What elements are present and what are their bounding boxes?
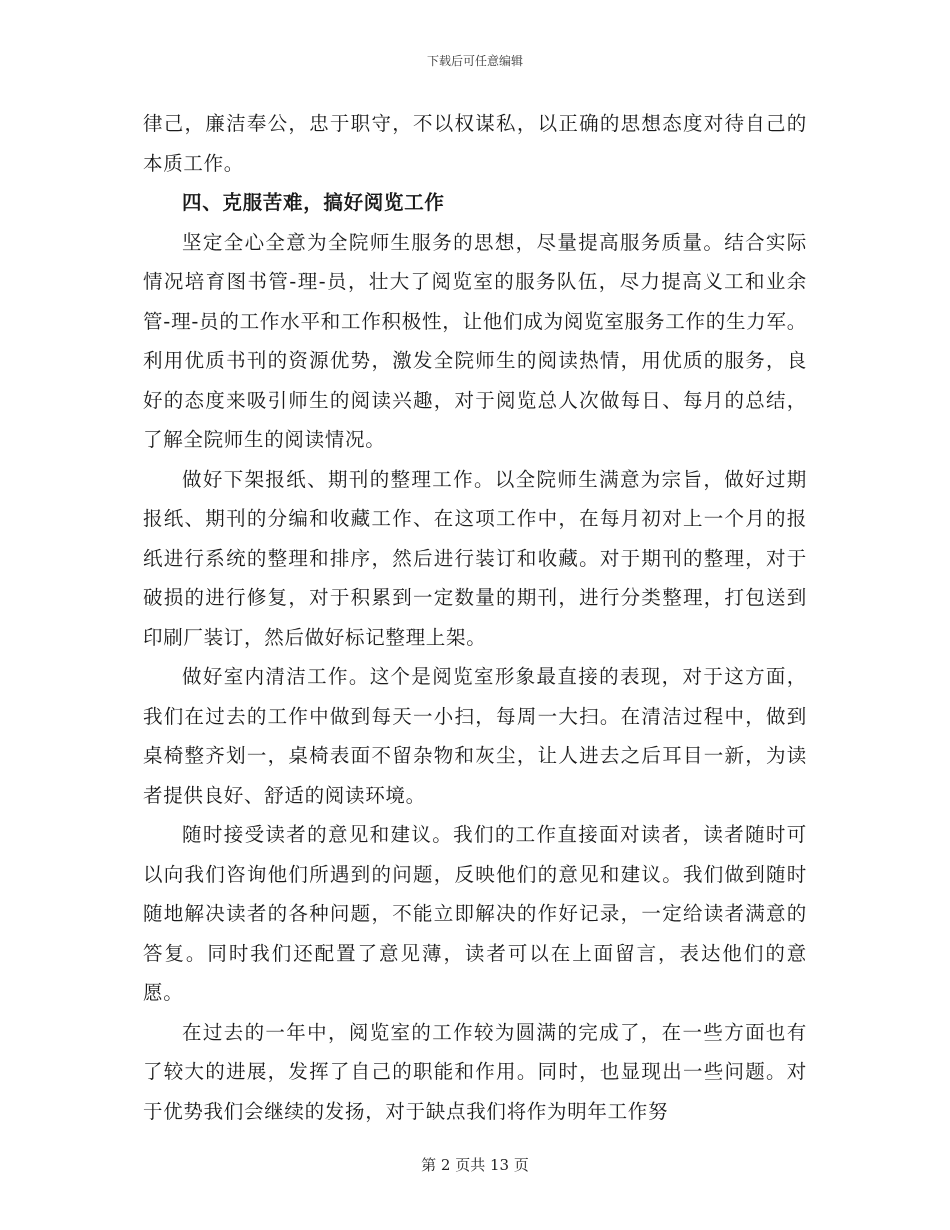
paragraph-continuation: 律己，廉洁奉公，忠于职守，不以权谋私，以正确的思想态度对待自己的本质工作。 (143, 112, 807, 175)
paragraph-periodicals: 做好下架报纸、期刊的整理工作。以全院师生满意为宗旨，做好过期报纸、期刊的分编和收藏工作、在这项工作中，在每月初对上一个月的报纸进行系统的整理和排序，然后进行装订和收藏。对于期刊的整理，对于破损的进行修复，对于积累到一定数量的期刊，进行分类整理，打包送到印刷厂装订，然后做好标记整理上架。 (143, 467, 807, 649)
paragraph-feedback: 随时接受读者的意见和建议。我们的工作直接面对读者，读者随时可以向我们咨询他们所遇到的问题，反映他们的意见和建议。我们做到随时随地解决读者的各种问题，不能立即解决的作好记录，一定给读者满意的答复。同时我们还配置了意见薄，读者可以在上面留言，表达他们的意愿。 (143, 823, 807, 1004)
section-heading: 四、克服苦难，搞好阅览工作 (182, 191, 445, 214)
page-header: 下载后可任意编辑 (426, 54, 523, 68)
paragraph-summary: 在过去的一年中，阅览室的工作较为圆满的完成了，在一些方面也有了较大的进展，发挥了自己的职能和作用。同时，也显现出一些问题。对于优势我们会继续的发扬，对于缺点我们将作为明年工作努 (143, 1020, 807, 1123)
document-body (143, 104, 807, 1131)
paragraph-service-quality: 坚定全心全意为全院师生服务的思想，尽量提高服务质量。结合实际情况培育图书管-理-员，壮大了阅览室的服务队伍，尽力提高义工和业余管-理-员的工作水平和工作积极性，让他们成为阅览室服务工作的生力军。利用优质书刊的资源优势，激发全院师生的阅读热情，用优质的服务，良好的态度来吸引师生的阅读兴趣，对于阅览总人次做每日、每月的总结，了解全院师生的阅读情况。 (143, 230, 807, 451)
page-number: 第 2 页共 13 页 (421, 1156, 529, 1174)
paragraph-cleaning: 做好室内清洁工作。这个是阅览室形象最直接的表现，对于这方面，我们在过去的工作中做到每天一小扫，每周一大扫。在清洁过程中，做到桌椅整齐划一，桌椅表面不留杂物和灰尘，让人进去之后耳目一新，为读者提供良好、舒适的阅读环境。 (143, 665, 807, 807)
